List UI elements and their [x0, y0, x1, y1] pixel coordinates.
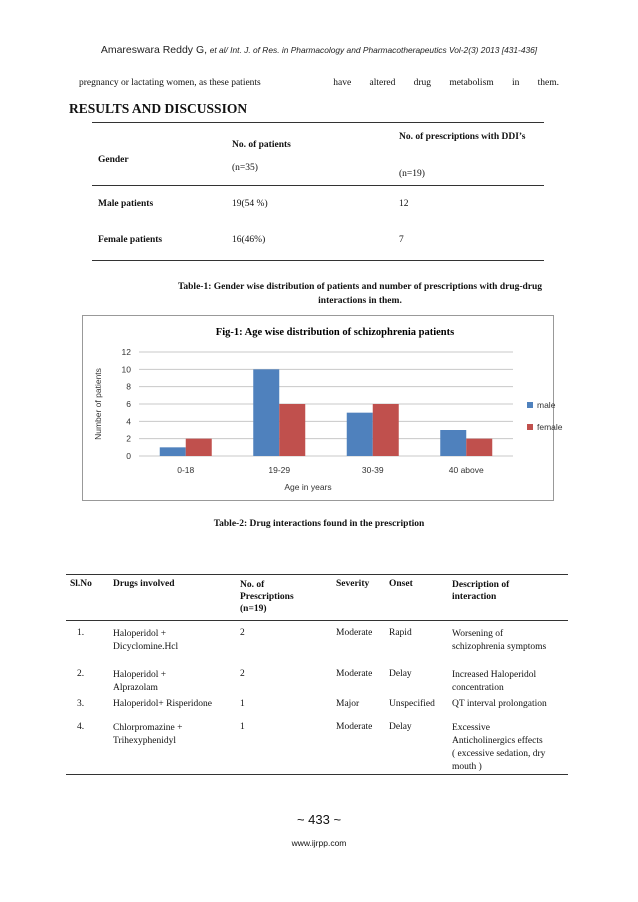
section-title: RESULTS AND DISCUSSION [69, 101, 248, 116]
intro-word: have [333, 78, 352, 88]
cell-line: Haloperidol + [113, 670, 167, 680]
table2-header-drugs: Drugs involved [113, 579, 175, 589]
table2-cell-description [452, 722, 545, 774]
intro-word: altered [369, 78, 396, 88]
header-etal: et al [209, 45, 226, 55]
table2-cell-n: 2 [240, 628, 245, 638]
table2-cell-n: 2 [240, 669, 245, 679]
table1-cell-gender: Male patients [98, 199, 154, 209]
table2-caption: Table-2: Drug interactions found in the prescription [213, 519, 425, 529]
cell-line: Anticholinergics effects [452, 736, 543, 746]
table1-header-prescriptions: No. of prescriptions with DDI’s [399, 132, 526, 142]
table2-cell-slno: 1. [77, 628, 85, 638]
chart-bars [160, 369, 493, 456]
chart-x-ticks [177, 465, 484, 475]
y-tick-label: 12 [121, 347, 131, 357]
table2-cell-onset: Delay [389, 669, 412, 679]
figure1-chart [82, 315, 563, 501]
intro-word: in [511, 78, 520, 88]
table1-caption: Table-1: Gender wise distribution of patients and number of prescriptions with drug-drug interactions in them. [177, 282, 543, 306]
chart-y-axis-label: Number of patients [93, 368, 103, 440]
cell-line: Haloperidol+ Risperidone [113, 699, 213, 709]
table1-cell-prescriptions: 7 [399, 235, 404, 245]
bar-male [440, 430, 466, 456]
table2-header-slno: Sl.No [70, 579, 92, 589]
table1-cell-patients: 16(46%) [232, 235, 266, 245]
header-line: No. of [240, 580, 265, 590]
table2-cell-severity: Moderate [336, 628, 373, 638]
cell-line: concentration [452, 683, 504, 693]
bar-female [373, 404, 399, 456]
cell-line: Dicyclomine.Hcl [113, 642, 179, 652]
table1-cell-prescriptions: 12 [399, 199, 409, 209]
chart-legend [527, 400, 563, 432]
table2-cell-description [452, 669, 536, 695]
intro-word: drug [413, 78, 432, 88]
table1-header-gender: Gender [98, 155, 129, 165]
bar-female [186, 439, 212, 456]
bar-male [347, 413, 373, 456]
table2-cell-severity: Moderate [336, 722, 373, 732]
header-line: (n=19) [240, 604, 267, 614]
header-journal: / Int. J. of Res. in Pharmacology and Pharmacotherapeutics Vol-2(3) 2013 [431-436] [225, 45, 538, 55]
y-tick-label: 2 [126, 433, 131, 444]
table2-cell-drugs [113, 669, 166, 695]
table2-header-prescriptions [240, 579, 294, 615]
intro-word: metabolism [449, 78, 494, 88]
x-tick-label: 30-39 [361, 465, 384, 475]
table2-header-description [452, 579, 509, 603]
intro-word: them. [537, 78, 559, 88]
table1-header-rule [92, 185, 544, 186]
header-line: Prescriptions [240, 592, 294, 602]
table2-cell-n: 1 [240, 722, 245, 732]
table2-header-rule [66, 620, 568, 621]
table2-cell-drugs [113, 722, 182, 748]
table2-cell-severity: Moderate [336, 669, 373, 679]
legend-swatch [527, 402, 533, 408]
x-tick-label: 0-18 [177, 465, 195, 475]
cell-line: Haloperidol + [113, 629, 167, 639]
running-header [0, 44, 638, 56]
header-author: Amareswara Reddy G, [100, 44, 208, 56]
header-line: interaction [452, 592, 497, 602]
x-tick-label: 19-29 [268, 465, 291, 475]
table2-cell-severity: Major [336, 699, 360, 709]
table2-cell-slno: 4. [77, 722, 85, 732]
table2-cell-drugs [113, 699, 212, 709]
bar-male [160, 447, 186, 456]
intro-word: pregnancy or lactating women, as these patients [79, 78, 261, 88]
chart-x-axis-label: Age in years [284, 482, 332, 492]
table2-top-rule [66, 574, 568, 575]
table1-cell-patients: 19(54 %) [232, 199, 268, 209]
table1-header-prescriptions-n: (n=19) [399, 169, 425, 179]
header-line: Description of [452, 580, 510, 590]
bar-male [253, 369, 279, 456]
cell-line: Chlorpromazine + [113, 723, 183, 733]
y-tick-label: 8 [126, 381, 131, 392]
chart-title: Fig-1: Age wise distribution of schizophrenia patients [215, 327, 455, 338]
cell-line: mouth ) [452, 762, 482, 772]
cell-line: Worsening of [452, 629, 504, 639]
y-tick-label: 10 [121, 364, 131, 375]
cell-line: schizophrenia symptoms [452, 642, 547, 652]
bar-female [279, 404, 305, 456]
table2-cell-description [452, 628, 546, 654]
table2-cell-slno: 3. [77, 699, 85, 709]
cell-line: Alprazolam [113, 683, 158, 693]
legend-label: male [537, 400, 556, 410]
table1-cell-gender: Female patients [98, 235, 163, 245]
table2-bottom-rule [66, 774, 568, 775]
table2-header-severity: Severity [336, 579, 370, 589]
chart-y-ticks [122, 347, 132, 461]
table1-header-patients-n: (n=35) [232, 163, 258, 173]
cell-line: Increased Haloperidol [452, 670, 537, 680]
chart-svg [83, 316, 563, 500]
table2-cell-onset: Unspecified [389, 699, 435, 709]
table2-cell-description [452, 699, 547, 709]
page-number: ~ 433 ~ [296, 812, 342, 827]
table2-cell-onset: Delay [389, 722, 412, 732]
intro-line [79, 78, 559, 88]
y-tick-label: 6 [126, 399, 131, 409]
table2-cell-drugs [113, 628, 178, 654]
x-tick-label: 40 above [448, 465, 484, 475]
table2-cell-n: 1 [240, 699, 245, 709]
cell-line: Trihexyphenidyl [113, 736, 176, 746]
cell-line: Excessive [452, 723, 490, 733]
table2-cell-onset: Rapid [389, 628, 412, 638]
table2-header-onset: Onset [389, 579, 413, 589]
table1-top-rule [92, 122, 544, 123]
bar-female [466, 439, 492, 456]
legend-label: female [537, 422, 563, 432]
y-tick-label: 0 [126, 451, 131, 461]
table1-header-patients: No. of patients [232, 140, 291, 150]
table2-cell-slno: 2. [77, 669, 85, 679]
table1-bottom-rule [92, 260, 544, 261]
y-tick-label: 4 [126, 416, 131, 427]
footer-url: www.ijrpp.com [291, 838, 347, 848]
legend-swatch [527, 424, 533, 430]
cell-line: ( excessive sedation, dry [452, 749, 546, 759]
cell-line: QT interval prolongation [452, 699, 547, 709]
